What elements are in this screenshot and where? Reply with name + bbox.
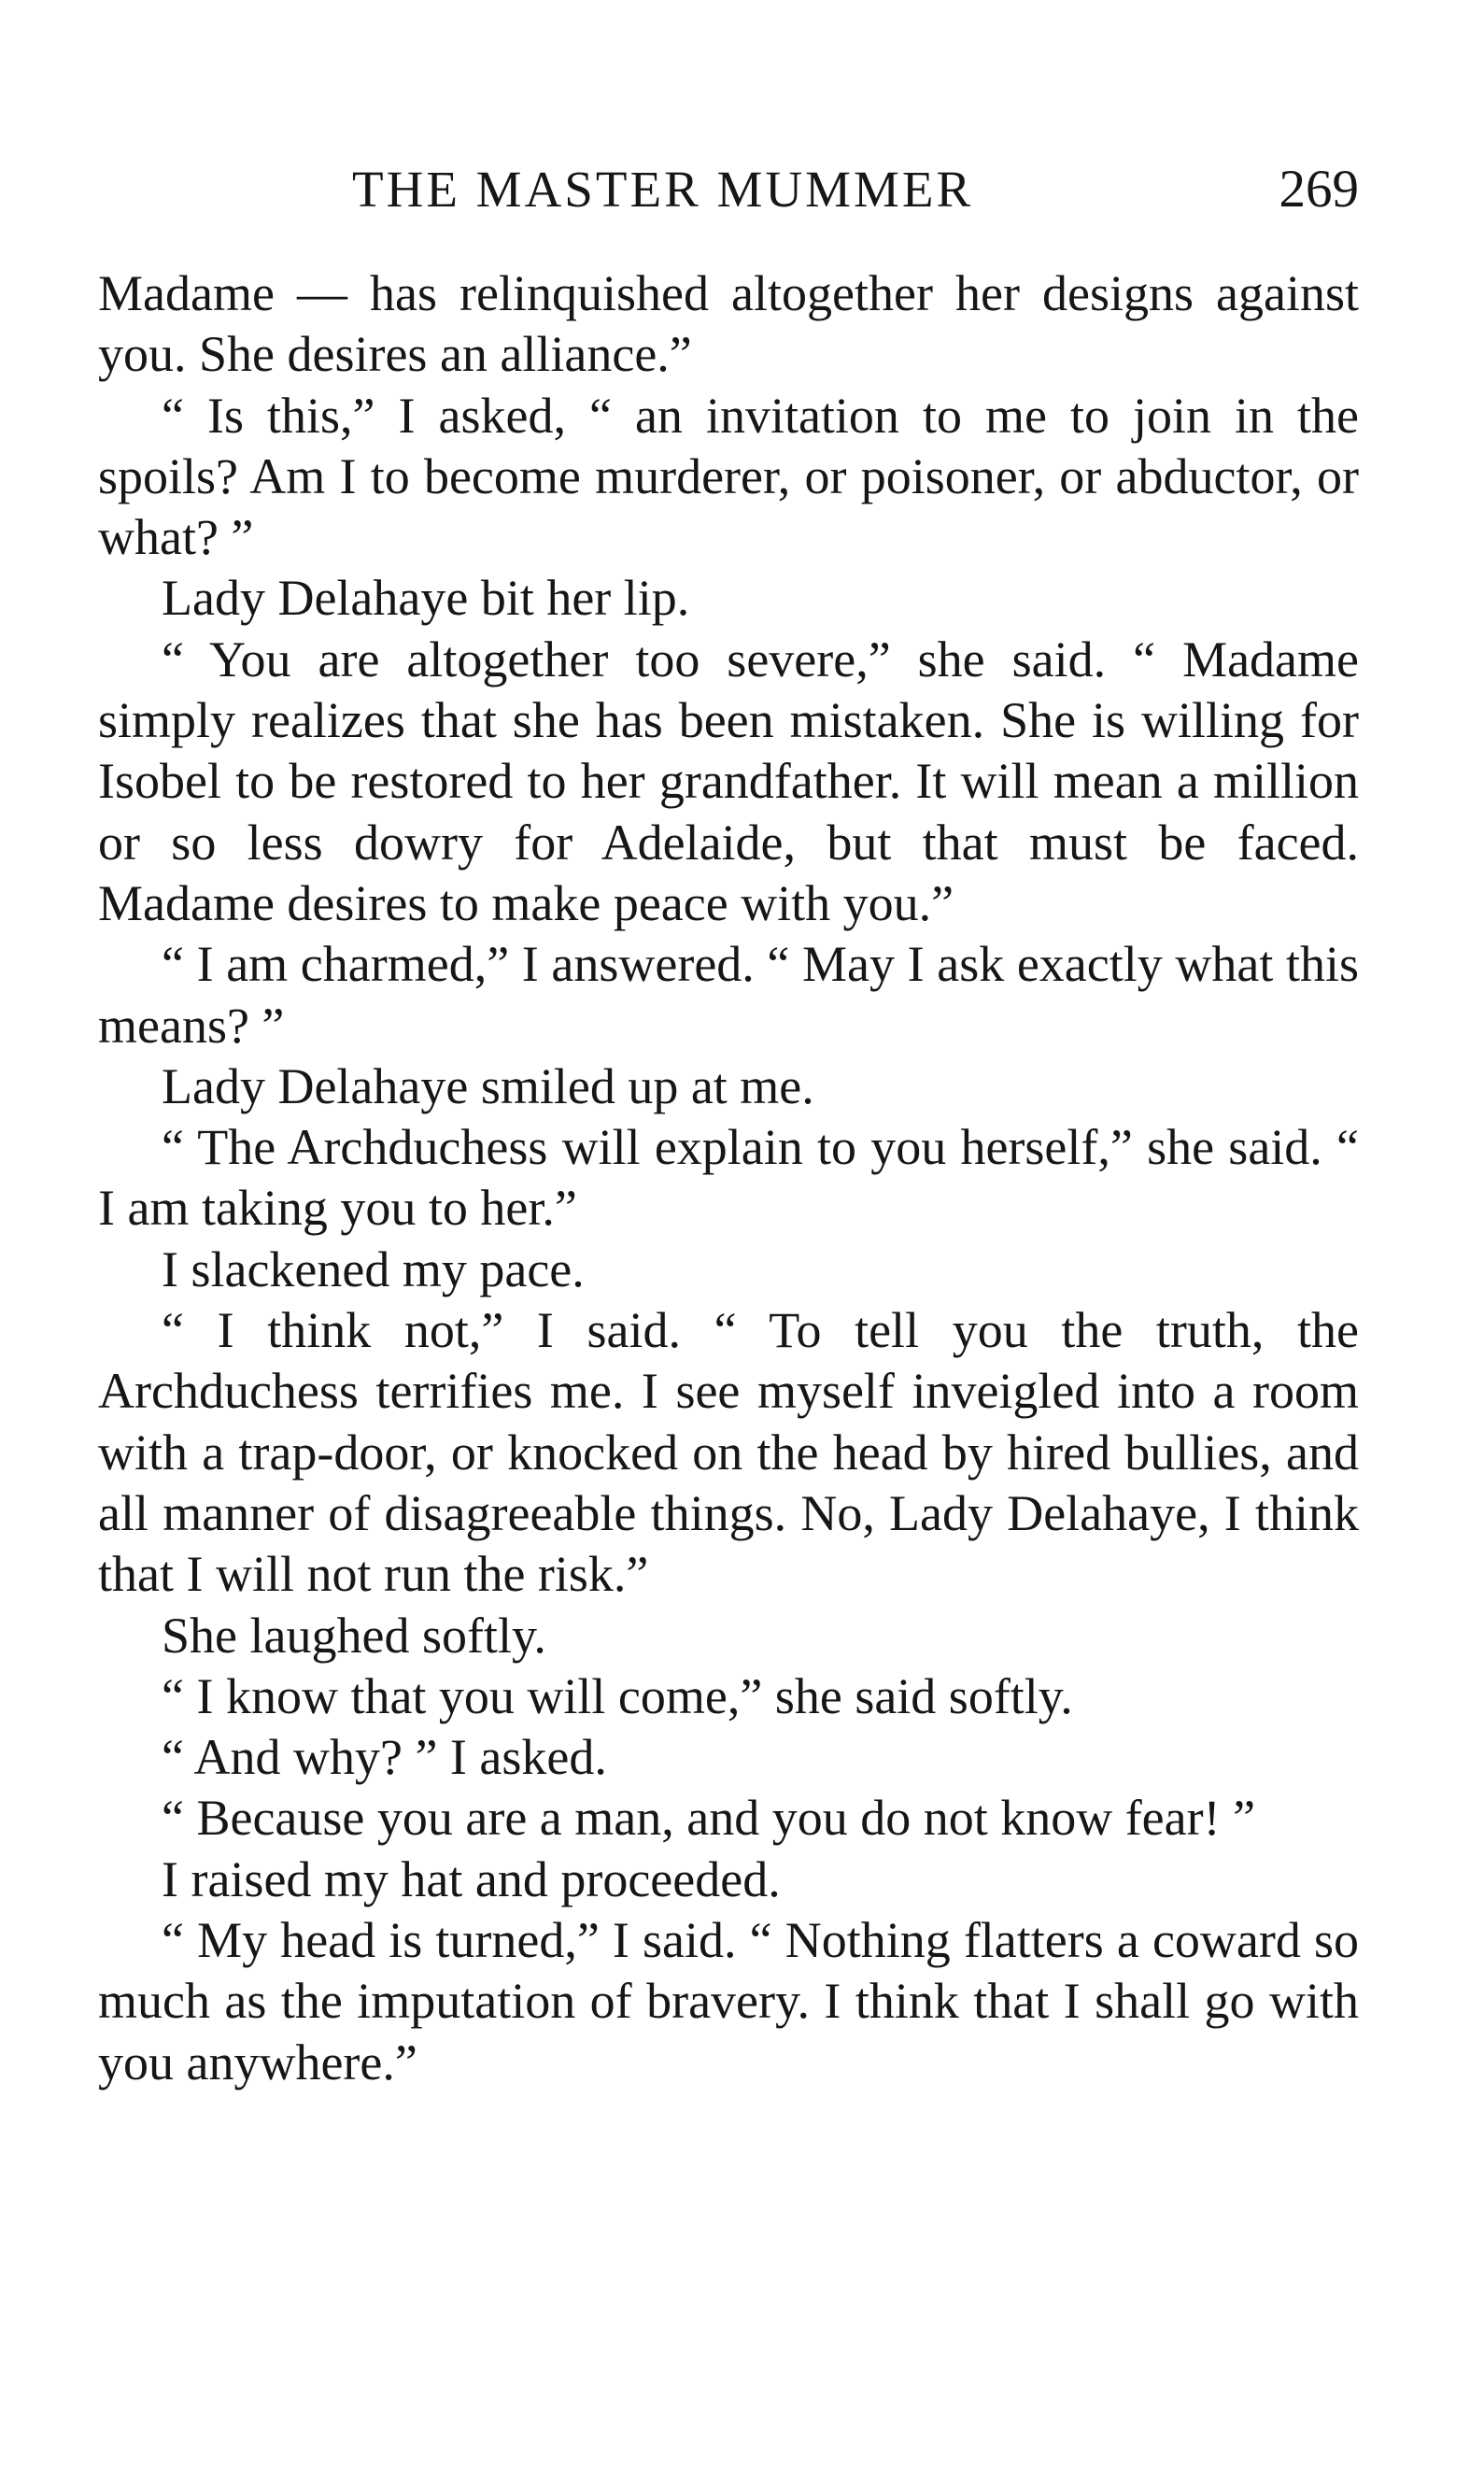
- paragraph-13: “ Because you are a man, and you do not know fear! ”: [162, 1790, 1256, 1847]
- paragraph-3: Lady Delahaye bit her lip.: [162, 570, 690, 627]
- paragraph-1: Madame — has relinquished altogether her designs against you. She desires an alliance.”: [98, 265, 1359, 383]
- paragraph-12: “ And why? ” I asked.: [162, 1729, 607, 1786]
- body-text: [98, 263, 1359, 2093]
- page-header: [98, 157, 1359, 222]
- page-number: 269: [1279, 160, 1359, 219]
- paragraph-10: She laughed softly.: [162, 1607, 546, 1664]
- paragraph-7: “ The Archduchess will explain to you herself,” she said. “ I am taking you to her.”: [98, 1119, 1359, 1237]
- paragraph-11: “ I know that you will come,” she said softly.: [162, 1667, 1073, 1724]
- paragraph-15: “ My head is turned,” I said. “ Nothing flatters a coward so much as the imputation of bravery. I think that I shall go with you anywhere.”: [98, 1912, 1359, 2090]
- paragraph-14: I raised my hat and proceeded.: [162, 1850, 781, 1907]
- paragraph-6: Lady Delahaye smiled up at me.: [162, 1057, 814, 1114]
- paragraph-2: “ Is this,” I asked, “ an invitation to me to join in the spoils? Am I to become murderer, or poisoner, or abductor, or what? ”: [98, 387, 1359, 566]
- running-title: THE MASTER MUMMER: [352, 161, 974, 218]
- paragraph-4: “ You are altogether too severe,” she said. “ Madame simply realizes that she has been mistaken. She is willing for Isobel to be restored to her grandfather. It will mean a million or so less dowry for Adelaide, but that must be faced. Madame desires to make peace with you.”: [98, 631, 1359, 931]
- paragraph-9: “ I think not,” I said. “ To tell you the truth, the Archduchess terrifies me. I see myself inveigled into a room with a trap-door, or knocked on the head by hired bullies, and all manner of disagreeable things. No, Lady Delahaye, I think that I will not run the risk.”: [98, 1302, 1359, 1603]
- paragraph-8: I slackened my pace.: [162, 1240, 585, 1297]
- paragraph-5: “ I am charmed,” I answered. “ May I ask exactly what this means? ”: [98, 936, 1359, 1054]
